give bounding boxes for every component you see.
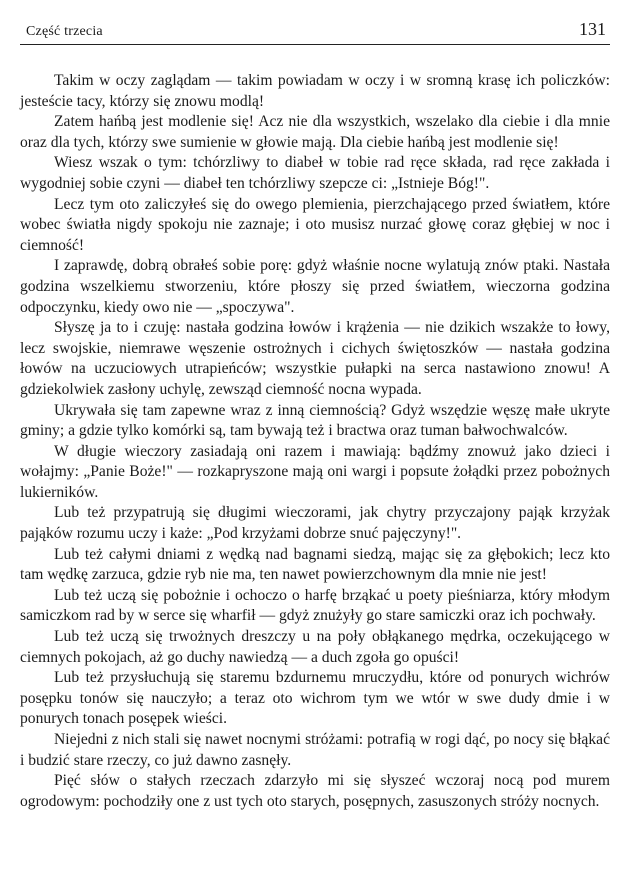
paragraph: Takim w oczy zaglądam — takim powiadam w oczy i w sromną krasę ich policzków: jesteście tacy, którzy się znowu modlą! [20, 72, 610, 110]
paragraph: Ukrywała się tam zapewne wraz z inną ciemnością? Gdyż wszędzie węszę małe ukryte gminy; a gdzie tylko komórki są, tam bywają też i bractwa oraz tuman bałwochwalców. [20, 401, 610, 440]
paragraph: Niejedni z nich stali się nawet nocnymi stróżami: potrafią w rogi dąć, po nocy się błąkać i budzić stare rzeczy, co już dawno zasnęły. [20, 731, 610, 769]
paragraph: W długie wieczory zasiadają oni razem i mawiają: bądźmy znowuż jako dzieci i wołajmy: „Panie Boże!" — rozkapryszone mają oni wargi i popsute żołądki przez pobożnych lukierników. [20, 442, 610, 501]
page-number: 131 [579, 19, 606, 39]
running-header [20, 14, 610, 45]
paragraph: Lecz tym oto zaliczyłeś się do owego plemienia, pierzchającego przed światłem, które wobec światła nigdy spokoju nie zaznaje; i oto musisz nurzać głowę coraz głębiej w noc i ciemność! [20, 195, 610, 254]
paragraph: Zatem hańbą jest modlenie się! Acz nie dla wszystkich, wszelako dla ciebie i dla mnie oraz dla tych, którzy swe sumienie w głowie mają. Dla ciebie hańbą jest modlenie się! [20, 113, 610, 151]
paragraph: Lub też całymi dniami z wędką nad bagnami siedzą, mając się za głębokich; lecz kto tam wędkę zarzuca, gdzie ryb nie ma, ten nawet powierzchownym dla mnie nie jest! [20, 545, 610, 584]
paragraph: I zaprawdę, dobrą obrałeś sobie porę: gdyż właśnie nocne wylatują znów ptaki. Nastała godzina wszelkiemu stworzeniu, które płoszy się przed światłem, wieczorna godzina odpoczynku, kiedy owo nie — „spoczywa". [20, 257, 610, 316]
body-text [20, 71, 610, 812]
paragraph: Pięć słów o stałych rzeczach zdarzyło mi się słyszeć wczoraj nocą pod murem ogrodowym: pochodziły one z ust tych oto starych, posępnych, zasuszonych stróży nocnych. [20, 772, 610, 810]
paragraph: Słyszę ja to i czuję: nastała godzina łowów i krążenia — nie dzikich wszakże to łowy, lecz swojskie, niemrawe węszenie ostrożnych i cichych świętoszków — nastała godzina łowów na uczuciowych utrapieńców; wszystkie pułapki na serca nastawiono znowu! A gdziekolwiek zasłony uchylę, zewsząd ciemność nocna wypada. [20, 319, 610, 398]
book-page [20, 14, 610, 812]
paragraph: Wiesz wszak o tym: tchórzliwy to diabeł w tobie rad ręce składa, rad ręce zakłada i wygodniej sobie czyni — diabeł ten tchórzliwy szepcze ci: „Istnieje Bóg!". [20, 154, 610, 192]
paragraph: Lub też uczą się trwożnych dreszczy u na poły obłąkanego mędrka, oczekującego w ciemnych pokojach, aż go duchy nawiedzą — a duch zgoła go opuści! [20, 628, 610, 666]
section-title: Część trzecia [26, 24, 103, 39]
paragraph: Lub też przysłuchują się staremu bzdurnemu mruczydłu, które od ponurych wichrów posępku tonów się nauczyło; a teraz oto wichrom tym we wtór w swe dudy dmie i w ponurych tonach posępek wieści. [20, 669, 610, 728]
paragraph: Lub też przypatrują się długimi wieczorami, jak chytry przyczajony pająk krzyżak pająków rozumu uczy i każe: „Pod krzyżami dobrze snuć pajęczyny!". [20, 504, 610, 543]
paragraph: Lub też uczą się pobożnie i ochoczo o harfę brząkać u poety pieśniarza, który młodym samiczkom rad by w serce się wharfił — gdyż znużyły go stare samiczki oraz ich pochwały. [20, 586, 610, 625]
